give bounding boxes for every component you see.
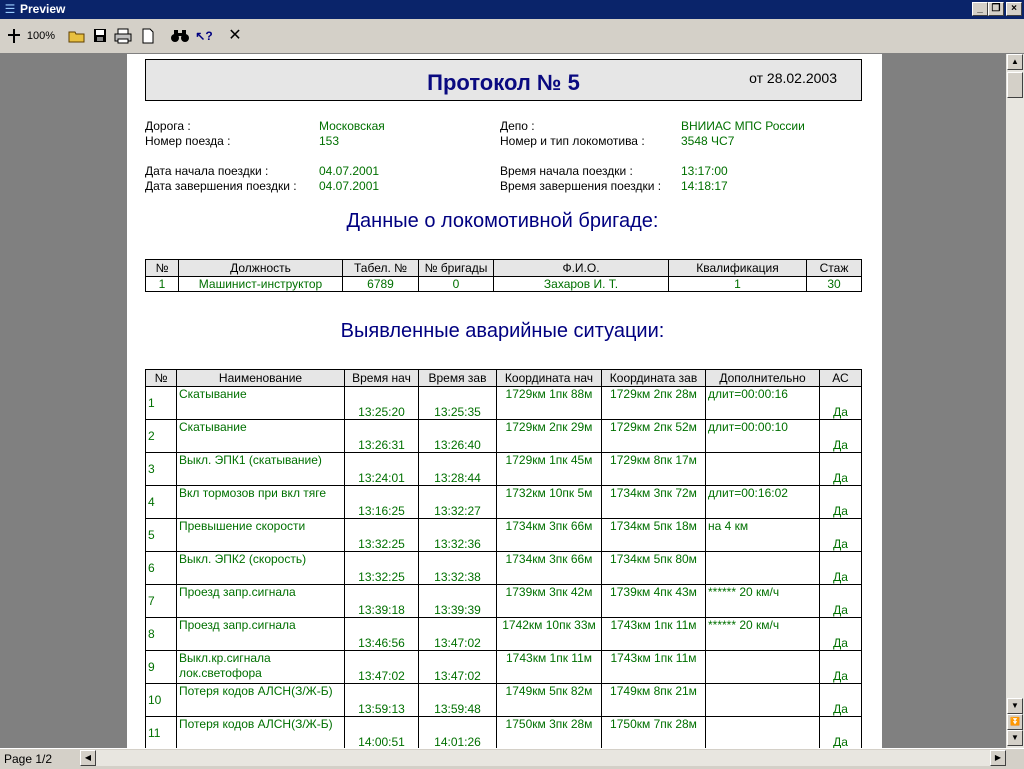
incident-extra-cell: на 4 км [706, 519, 820, 552]
new-page-icon[interactable] [140, 27, 156, 45]
incident-n-cell: 11 [146, 717, 177, 749]
crew-cell: 30 [807, 277, 862, 292]
incident-as-cell: Да [820, 552, 862, 585]
incident-extra-cell [706, 453, 820, 486]
incident-n-cell: 10 [146, 684, 177, 717]
incident-name-cell: Проезд запр.сигнала [177, 585, 345, 618]
help-pointer-icon[interactable]: ↖? [195, 29, 213, 43]
incident-t2-cell: 13:39:39 [419, 585, 497, 618]
incident-as-cell: Да [820, 519, 862, 552]
incident-column-header: № [146, 370, 177, 387]
incident-row [146, 585, 862, 618]
incident-c1-cell: 1734км 3пк 66м [497, 519, 602, 552]
incident-as-cell: Да [820, 486, 862, 519]
crew-row [146, 277, 862, 292]
incident-row [146, 420, 862, 453]
incident-t2-cell: 13:32:27 [419, 486, 497, 519]
start-time-value: 13:17:00 [681, 164, 728, 178]
incident-t1-cell: 13:59:13 [345, 684, 419, 717]
end-date-label: Дата завершения поездки : [145, 179, 297, 193]
road-label: Дорога : [145, 119, 191, 133]
incident-c2-cell: 1750км 7пк 28м [602, 717, 706, 749]
incident-as-cell: Да [820, 651, 862, 684]
incident-column-header: Время зав [419, 370, 497, 387]
incident-name-cell: Проезд запр.сигнала [177, 618, 345, 651]
protocol-title: Протокол № 5 [427, 70, 580, 95]
incident-c1-cell: 1729км 2пк 29м [497, 420, 602, 453]
incident-t2-cell: 13:59:48 [419, 684, 497, 717]
incident-name-cell: Скатывание [177, 420, 345, 453]
incident-c2-cell: 1743км 1пк 11м [602, 651, 706, 684]
report-page [127, 54, 882, 748]
incident-name-cell: Вкл тормозов при вкл тяге [177, 486, 345, 519]
window-title: Preview [20, 2, 66, 16]
incident-c2-cell: 1734км 5пк 18м [602, 519, 706, 552]
scroll-left-button[interactable]: ◀ [80, 750, 96, 766]
train-label: Номер поезда : [145, 134, 231, 148]
incident-c2-cell: 1729км 2пк 52м [602, 420, 706, 453]
incident-as-cell: Да [820, 684, 862, 717]
incident-row [146, 684, 862, 717]
train-value: 153 [319, 134, 340, 148]
incident-t1-cell: 13:32:25 [345, 552, 419, 585]
crew-cell: 1 [146, 277, 179, 292]
page-down-button[interactable]: ⏬ [1007, 714, 1023, 730]
open-folder-icon[interactable] [68, 27, 86, 45]
crew-column-header: Ф.И.О. [494, 260, 669, 277]
incident-column-header: Дополнительно [706, 370, 820, 387]
app-icon: ☰ [4, 2, 16, 16]
incident-t2-cell: 14:01:26 [419, 717, 497, 749]
incident-c2-cell: 1729км 8пк 17м [602, 453, 706, 486]
incident-row [146, 717, 862, 749]
crew-cell: 0 [419, 277, 494, 292]
incident-t2-cell: 13:47:02 [419, 618, 497, 651]
print-icon[interactable] [114, 27, 132, 45]
scroll-right-button[interactable]: ▶ [990, 750, 1006, 766]
scroll-down-button[interactable]: ▼ [1007, 698, 1023, 714]
crew-column-header: Должность [179, 260, 343, 277]
incident-n-cell: 6 [146, 552, 177, 585]
incident-name-cell: Потеря кодов АЛСН(З/Ж-Б) [177, 684, 345, 717]
zoom-level-button[interactable]: 100% [26, 30, 56, 42]
incident-row [146, 651, 862, 684]
end-date-value: 04.07.2001 [319, 179, 380, 193]
incident-as-cell: Да [820, 717, 862, 749]
incident-extra-cell [706, 651, 820, 684]
incident-row [146, 486, 862, 519]
incident-n-cell: 9 [146, 651, 177, 684]
incident-row [146, 387, 862, 420]
incident-t1-cell: 13:46:56 [345, 618, 419, 651]
incident-c2-cell: 1739км 4пк 43м [602, 585, 706, 618]
incidents-table [145, 369, 862, 748]
protocol-header [145, 59, 862, 101]
crew-cell: 6789 [343, 277, 419, 292]
depot-value: ВНИИАС МПС России [681, 119, 805, 133]
crew-heading: Данные о локомотивной бригаде: [346, 210, 659, 232]
zoom-cross-icon[interactable] [6, 27, 22, 45]
incident-c2-cell: 1734км 3пк 72м [602, 486, 706, 519]
incident-t1-cell: 13:25:20 [345, 387, 419, 420]
start-date-label: Дата начала поездки : [145, 164, 269, 178]
incident-name-cell: Потеря кодов АЛСН(З/Ж-Б) [177, 717, 345, 749]
incident-c2-cell: 1743км 1пк 11м [602, 618, 706, 651]
incident-c2-cell: 1729км 2пк 28м [602, 387, 706, 420]
incident-name-cell: Превышение скорости [177, 519, 345, 552]
incident-n-cell: 5 [146, 519, 177, 552]
incident-c2-cell: 1749км 8пк 21м [602, 684, 706, 717]
loco-label: Номер и тип локомотива : [500, 134, 645, 148]
toolbar [0, 19, 1024, 54]
incident-extra-cell [706, 684, 820, 717]
horizontal-scrollbar[interactable] [80, 750, 1006, 766]
incident-c1-cell: 1729км 1пк 88м [497, 387, 602, 420]
crew-table [145, 259, 862, 292]
incident-t2-cell: 13:47:02 [419, 651, 497, 684]
incident-as-cell: Да [820, 453, 862, 486]
protocol-date: от 28.02.2003 [749, 70, 837, 86]
incident-column-header: Координата зав [602, 370, 706, 387]
find-binoculars-icon[interactable] [170, 27, 190, 45]
incident-column-header: Наименование [177, 370, 345, 387]
incident-c1-cell: 1743км 1пк 11м [497, 651, 602, 684]
incident-t1-cell: 14:00:51 [345, 717, 419, 749]
depot-label: Депо : [500, 119, 535, 133]
incident-t1-cell: 13:26:31 [345, 420, 419, 453]
incident-row [146, 453, 862, 486]
incident-t2-cell: 13:25:35 [419, 387, 497, 420]
start-date-value: 04.07.2001 [319, 164, 380, 178]
save-icon[interactable] [92, 27, 108, 45]
crew-cell: Захаров И. Т. [494, 277, 669, 292]
incident-column-header: Координата нач [497, 370, 602, 387]
crew-column-header: Табел. № [343, 260, 419, 277]
loco-value: 3548 ЧС7 [681, 134, 735, 148]
crew-column-header: № бригады [419, 260, 494, 277]
crew-column-header: Стаж [807, 260, 862, 277]
incident-c1-cell: 1732км 10пк 5м [497, 486, 602, 519]
scroll-end-button[interactable]: ▼ [1007, 730, 1023, 746]
incident-c1-cell: 1742км 10пк 33м [497, 618, 602, 651]
incidents-table-header [146, 370, 862, 387]
road-value: Московская [319, 119, 385, 133]
close-preview-icon[interactable]: ✕ [228, 27, 242, 44]
crew-table-header [146, 260, 862, 277]
incident-n-cell: 8 [146, 618, 177, 651]
incident-n-cell: 1 [146, 387, 177, 420]
incident-name-cell: Скатывание [177, 387, 345, 420]
incident-t2-cell: 13:32:38 [419, 552, 497, 585]
incident-t1-cell: 13:47:02 [345, 651, 419, 684]
incident-t1-cell: 13:32:25 [345, 519, 419, 552]
incident-c2-cell: 1734км 5пк 80м [602, 552, 706, 585]
incident-c1-cell: 1729км 1пк 45м [497, 453, 602, 486]
end-time-value: 14:18:17 [681, 179, 728, 193]
incident-t2-cell: 13:26:40 [419, 420, 497, 453]
incident-n-cell: 7 [146, 585, 177, 618]
incident-t1-cell: 13:16:25 [345, 486, 419, 519]
crew-cell: Машинист-инструктор [179, 277, 343, 292]
minimize-button[interactable]: _ [972, 2, 988, 16]
incident-extra-cell: длит=00:16:02 [706, 486, 820, 519]
crew-column-header: № [146, 260, 179, 277]
start-time-label: Время начала поездки : [500, 164, 633, 178]
incident-c1-cell: 1739км 3пк 42м [497, 585, 602, 618]
left-gutter [0, 54, 127, 748]
vertical-scrollbar[interactable] [1006, 54, 1024, 748]
incident-extra-cell: длит=00:00:16 [706, 387, 820, 420]
incident-t1-cell: 13:39:18 [345, 585, 419, 618]
incident-n-cell: 4 [146, 486, 177, 519]
incident-c1-cell: 1750км 3пк 28м [497, 717, 602, 749]
incident-name-cell: Выкл.кр.сигнала лок.светофора [177, 651, 345, 684]
incident-c1-cell: 1749км 5пк 82м [497, 684, 602, 717]
incident-extra-cell: ****** 20 км/ч [706, 585, 820, 618]
incident-name-cell: Выкл. ЭПК2 (скорость) [177, 552, 345, 585]
restore-button[interactable]: ❐ [988, 2, 1004, 16]
crew-column-header: Квалификация [669, 260, 807, 277]
title-bar [0, 0, 1024, 19]
incident-extra-cell: ****** 20 км/ч [706, 618, 820, 651]
incident-t2-cell: 13:32:36 [419, 519, 497, 552]
incident-t1-cell: 13:24:01 [345, 453, 419, 486]
end-time-label: Время завершения поездки : [500, 179, 662, 193]
incident-n-cell: 2 [146, 420, 177, 453]
incident-column-header: АС [820, 370, 862, 387]
incident-n-cell: 3 [146, 453, 177, 486]
incident-row [146, 552, 862, 585]
incident-as-cell: Да [820, 618, 862, 651]
incident-as-cell: Да [820, 420, 862, 453]
scroll-up-button[interactable]: ▲ [1007, 54, 1023, 70]
incident-row [146, 618, 862, 651]
incident-extra-cell [706, 717, 820, 749]
right-gutter [882, 54, 1006, 748]
incident-t2-cell: 13:28:44 [419, 453, 497, 486]
incident-as-cell: Да [820, 387, 862, 420]
close-window-button[interactable]: × [1006, 2, 1022, 16]
incident-column-header: Время нач [345, 370, 419, 387]
incidents-heading: Выявленные аварийные ситуации: [340, 320, 665, 342]
incident-as-cell: Да [820, 585, 862, 618]
incident-extra-cell [706, 552, 820, 585]
incident-c1-cell: 1734км 3пк 66м [497, 552, 602, 585]
crew-cell: 1 [669, 277, 807, 292]
page-indicator: Page 1/2 [4, 752, 53, 766]
incident-name-cell: Выкл. ЭПК1 (скатывание) [177, 453, 345, 486]
scroll-thumb[interactable] [1007, 72, 1023, 98]
incident-row [146, 519, 862, 552]
incident-extra-cell: длит=00:00:10 [706, 420, 820, 453]
